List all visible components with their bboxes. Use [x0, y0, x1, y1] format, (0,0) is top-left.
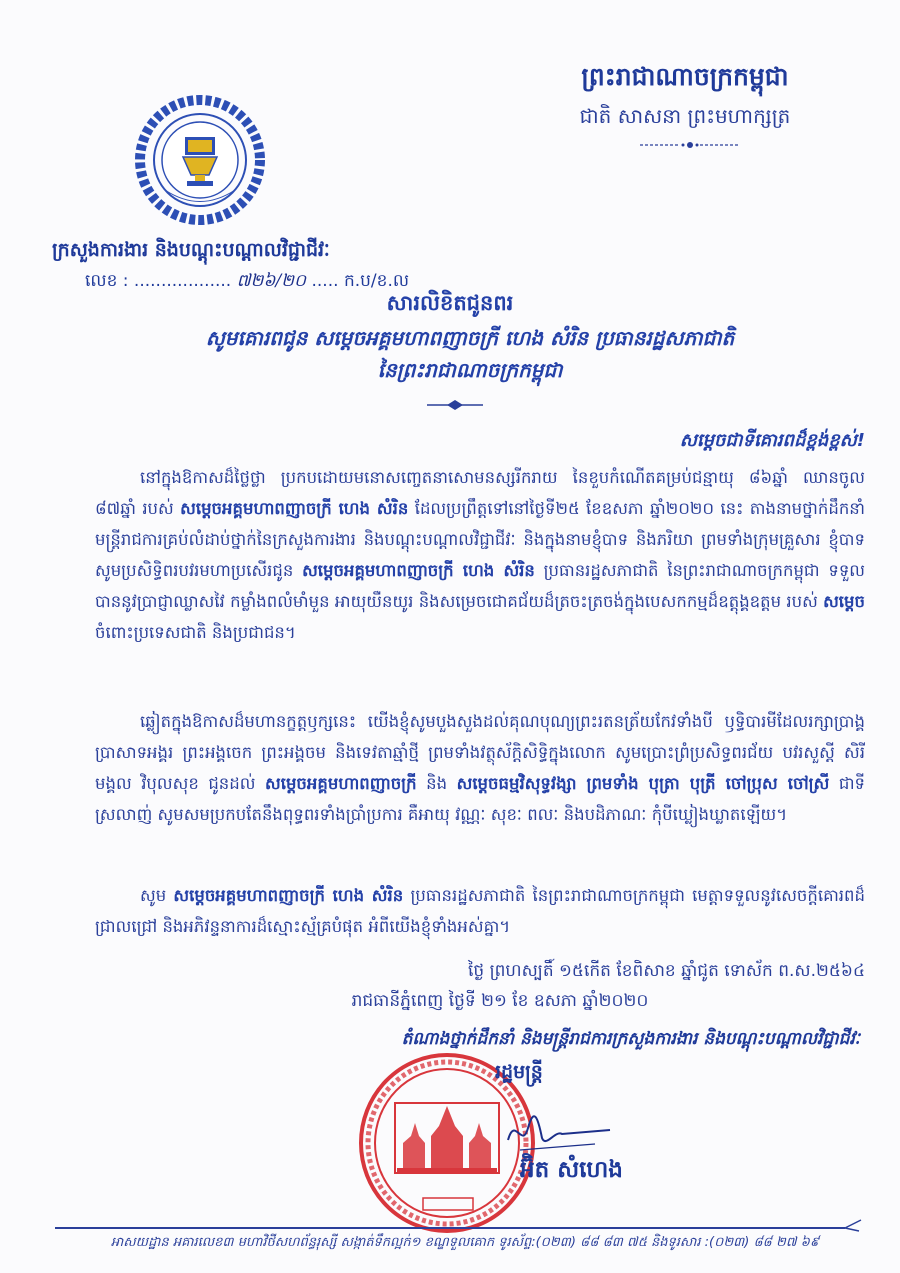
ref-label: លេខ : [85, 271, 129, 291]
kingdom-title: ព្រះរាជាណាចក្រកម្ពុជា [581, 62, 789, 91]
ref-dots-2: ..... [311, 271, 339, 291]
paragraph-3 [95, 880, 865, 942]
p1-text-a: នៅក្នុងឱកាសដ៏ថ្លៃថ្លា ប្រកបដោយមនោសញ្ចេតនាសោមនស្សរីករាយ នៃខួបកំណើតគម្រប់ជន្មាយុ ៨៦ឆ្នាំ ឈានចូល ៨៧ឆ្នាំ របស់ [95, 468, 865, 518]
lunar-date: ថ្ងៃ ព្រហស្បតិ៍ ១៥កើត ខែពិសាខ ឆ្នាំជូត ទោស័ក ព.ស.២៥៦៤ [467, 961, 865, 981]
footer-divider [55, 1218, 865, 1232]
handwritten-signature [500, 1110, 620, 1155]
ornament-divider-mid [425, 398, 485, 412]
subject-line-1: សូមគោរពជូន សម្តេចអគ្គមហាពញាចក្រី ហេង សំរិន ប្រធានរដ្ឋសភាជាតិ [205, 326, 735, 350]
ref-dots: .................. [133, 271, 232, 291]
p1-text-e: ប្រធានរដ្ឋសភាជាតិ នៃព្រះរាជាណាចក្រកម្ពុជា ទទួលបាននូវប្រាជ្ញាឈ្លាសវៃ កម្លាំងពលំមាំមួន អាយុយឺនយូរ និងសម្រេចជោគជ័យដ៏ត្រចះត្រចង់ក្នុងបេសកកម្មដ៏ឧត្តុង្គឧត្តម របស់ [95, 561, 866, 611]
p1-name-3: សម្តេច [823, 592, 865, 611]
solar-date: រាជធានីភ្នំពេញ ថ្ងៃទី ២១ ខែ ឧសភា ឆ្នាំ២០២០ [351, 991, 649, 1011]
paragraph-1 [95, 462, 865, 648]
p3-name: សម្តេចអគ្គមហាពញាចក្រី ហេង សំរិន [173, 886, 404, 905]
ornament-divider-top [635, 140, 745, 150]
p1-text-g: ចំពោះប្រទេសជាតិ និងប្រជាជន។ [95, 623, 296, 642]
signoff-line: តំណាងថ្នាក់ដឹកនាំ និងមន្ត្រីរាជការក្រសួងការងារ និងបណ្តុះបណ្តាលវិជ្ជាជីវៈ [401, 1029, 860, 1049]
ministry-logo [135, 95, 265, 225]
footer-address: អាសយដ្ឋាន អគារលេខ៣ មហាវិថីសហព័ន្ធរុស្សី សង្កាត់ទឹកល្អក់១ ខណ្ឌទួលគោក ទូរស័ព្ទ:(០២៣) ៨៨ ៨៣ ៧៥ និងទូរសារ :(០២៣) ៨៨ ២៧ ៦៩ [110, 1235, 820, 1250]
signer-position: រដ្ឋមន្ត្រី [495, 1061, 543, 1083]
signer-name: អ៊ិត សំហេង [520, 1157, 623, 1183]
national-motto: ជាតិ សាសនា ព្រះមហាក្សត្រ [579, 104, 791, 128]
salutation: សម្តេចជាទីគោរពដ៏ខ្ពង់ខ្ពស់! [679, 430, 865, 451]
ref-number-handwritten: ៧២៦/២០ [236, 271, 307, 291]
ministry-name: ក្រសួងការងារ និងបណ្ដុះបណ្ដាលវិជ្ជាជីវៈ [52, 239, 330, 261]
paragraph-2 [95, 706, 865, 830]
p3-text-c: ប្រធានរដ្ឋសភាជាតិ នៃព្រះរាជាណាចក្រកម្ពុជា មេត្តាទទួលនូវសេចក្តីគោរពដ៏ជ្រាលជ្រៅ និងអភិវន្ទនាការដ៏ស្មោះស្ម័គ្របំផុត អំពីយើងខ្ញុំទាំងអស់គ្នា។ [95, 886, 865, 936]
p2-name-2: សម្តេចធម្មវិសុទ្ធវង្សា ព្រមទាំង បុត្រា បុត្រី ចៅប្រុស ចៅស្រី [456, 774, 830, 793]
p1-name-1: សម្តេចអគ្គមហាពញាចក្រី ហេង សំរិន [180, 499, 409, 518]
p1-text-c: ដែលប្រព្រឹត្តទៅនៅថ្ងៃទី២៥ ខែឧសភា ឆ្នាំ២០២០ នេះ តាងនាមថ្នាក់ដឹកនាំមន្ត្រីរាជការគ្រប់លំដាប់ថ្នាក់នៃក្រសួងការងារ និងបណ្តុះបណ្តាលវិជ្ជាជីវៈ និងក្នុងនាមខ្ញុំបាទ និងភរិយា ព្រមទាំងក្រុមគ្រួសារ ខ្ញុំបាទសូមប្រសិទ្ធិពរបវរមហាប្រសើរជូន [95, 499, 865, 580]
subject-line-2: នៃព្រះរាជាណាចក្រកម្ពុជា [377, 358, 563, 382]
p2-text-a: ឆ្លៀតក្នុងឱកាសដ៏មហានក្ខត្តឫក្សនេះ យើងខ្ញុំសូមបួងសួងដល់គុណបុណ្យព្រះរតនត្រ័យកែវទាំងបី ឫទ្ធិបារមីដែលរក្សាប្រាង្គប្រាសាទអង្គរ ព្រះអង្គចេក ព្រះអង្គចម និងទេវតាឆ្មាំថ្មី ព្រមទាំងវត្ថុស័ក្តិសិទ្ធិក្នុងលោក សូមប្រោះព្រំប្រសិទ្ធពរជ័យ បវរសួស្តី សិរីមង្គល វិបុលសុខ ជូនដល់ [95, 712, 865, 793]
p2-text-c: និង [426, 774, 448, 793]
p1-name-2: សម្តេចអគ្គមហាពញាចក្រី ហេង សំរិន [302, 561, 535, 580]
p3-text-a: សូម [140, 886, 167, 905]
document-title: សារលិខិតជូនពរ [386, 291, 514, 315]
p2-text-e: ជាទីស្រលាញ់ សូមសមប្រកបតែនឹងពុទ្ធពរទាំងប្រាំប្រការ គឺអាយុ វណ្ណៈ សុខៈ ពលៈ និងបដិភាណៈ កុំបីឃ្លៀងឃ្លាតឡើយ។ [95, 774, 866, 824]
ref-suffix: ក.ប/ខ.ល [343, 271, 410, 291]
p2-name-1: សម្តេចអគ្គមហាពញាចក្រី [265, 774, 417, 793]
